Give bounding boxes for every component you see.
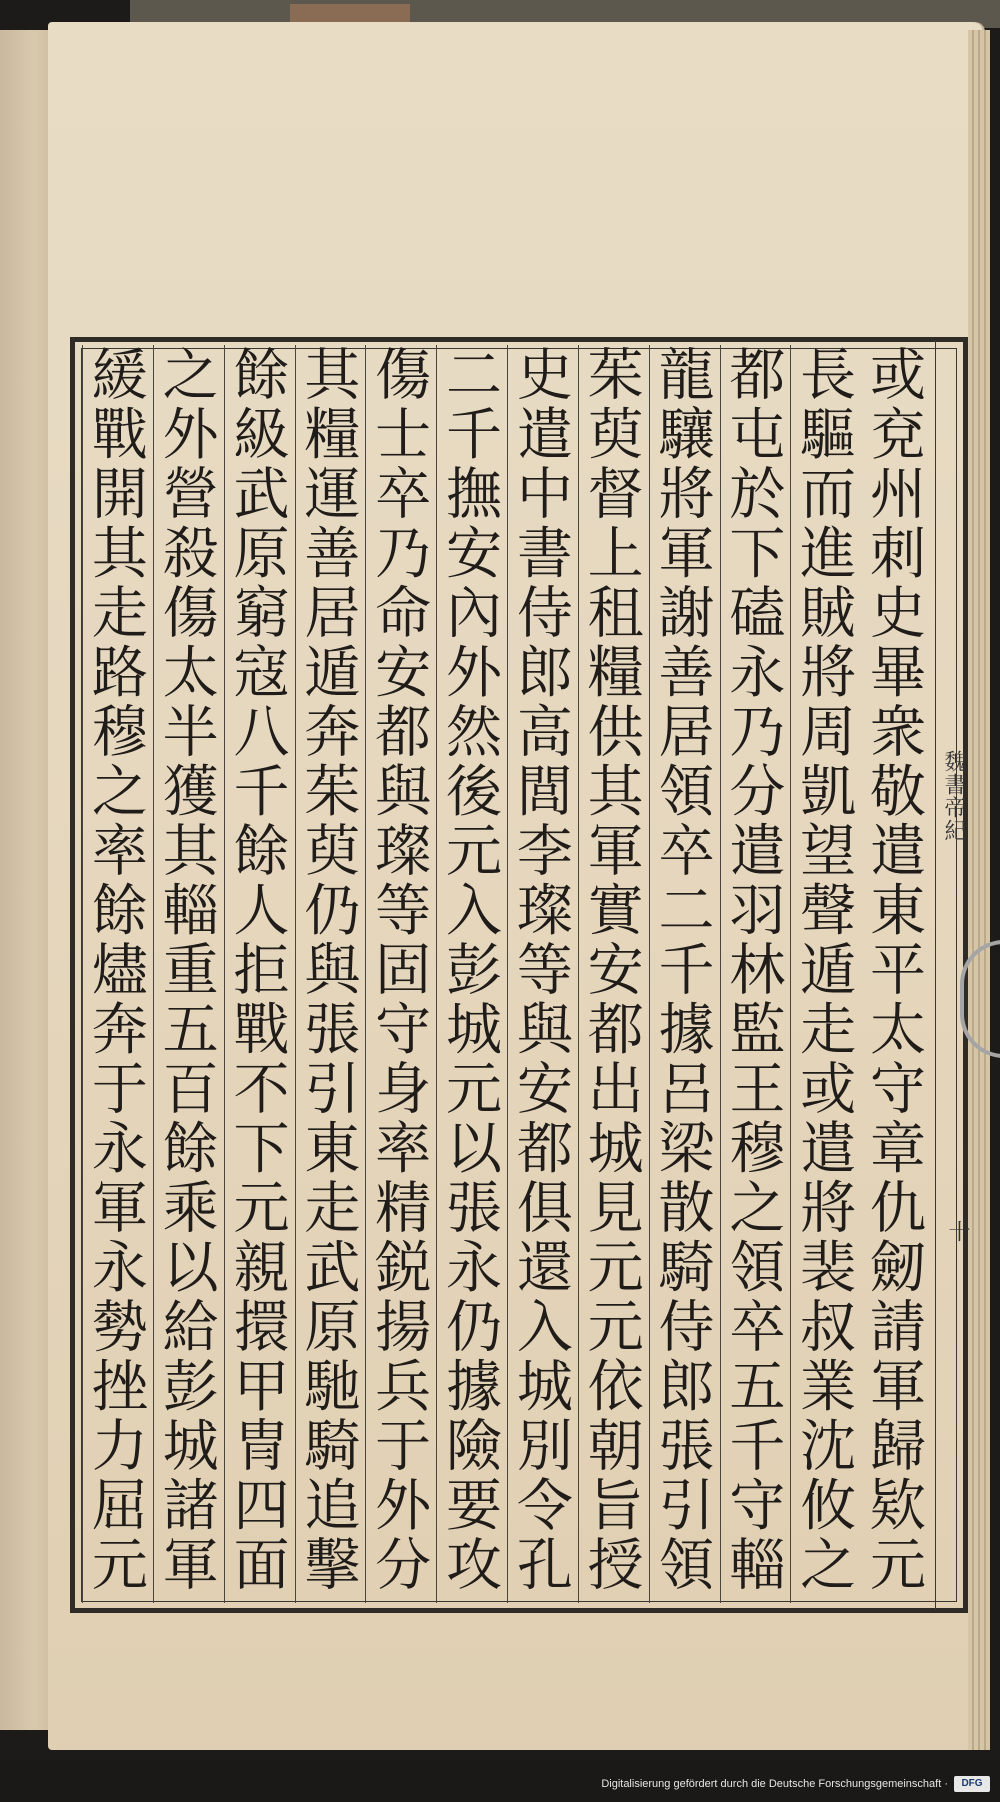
text-column-10: 餘級武原窮寇八千餘人拒戰不下元親擐甲冑四面 bbox=[224, 345, 296, 1603]
text-column-11: 之外營殺傷太半獲其輜重五百餘乘以給彭城諸軍 bbox=[153, 345, 225, 1603]
text-column-5: 茱萸督上租糧供其軍實安都出城見元元依朝旨授 bbox=[578, 345, 650, 1603]
dfg-logo: DFG bbox=[954, 1776, 990, 1792]
binding-stain bbox=[290, 4, 410, 24]
folio-number: 十 bbox=[945, 1220, 970, 1242]
text-column-6: 史遣中書侍郎高閭李璨等與安都俱還入城別令孔 bbox=[507, 345, 579, 1603]
text-column-8: 傷士卒乃命安都與璨等固守身率精鋭揚兵于外分 bbox=[365, 345, 437, 1603]
text-column-9: 其糧運善居遁奔茱萸仍與張引東走武原馳騎追擊 bbox=[295, 345, 367, 1603]
digitization-credit: Digitalisierung gefördert durch die Deutsche Forschungsgemeinschaft · bbox=[601, 1778, 948, 1790]
text-column-3: 都屯於下磕永乃分遣羽林監王穆之領卒五千守輜 bbox=[720, 345, 792, 1603]
page-stack-edge bbox=[968, 30, 990, 1750]
gutter-title: 魏書帝紀 bbox=[941, 750, 966, 842]
text-column-2: 長驅而進賊將周凱望聲遁走或遣將裴叔業沈攸之 bbox=[790, 345, 862, 1603]
text-column-1: 或兗州刺史畢衆敬遣東平太守章仇劒請軍歸欵元 bbox=[861, 345, 926, 1595]
text-column-7: 二千撫安內外然後元入彭城元以張永仍據險要攻 bbox=[436, 345, 508, 1603]
text-columns bbox=[82, 345, 932, 1603]
text-column-12: 緩戰開其走路穆之率餘燼奔于永軍永勢挫力屈元 bbox=[82, 345, 154, 1603]
text-column-4: 龍驤將軍謝善居領卒二千據呂梁散騎侍郎張引領 bbox=[649, 345, 721, 1603]
